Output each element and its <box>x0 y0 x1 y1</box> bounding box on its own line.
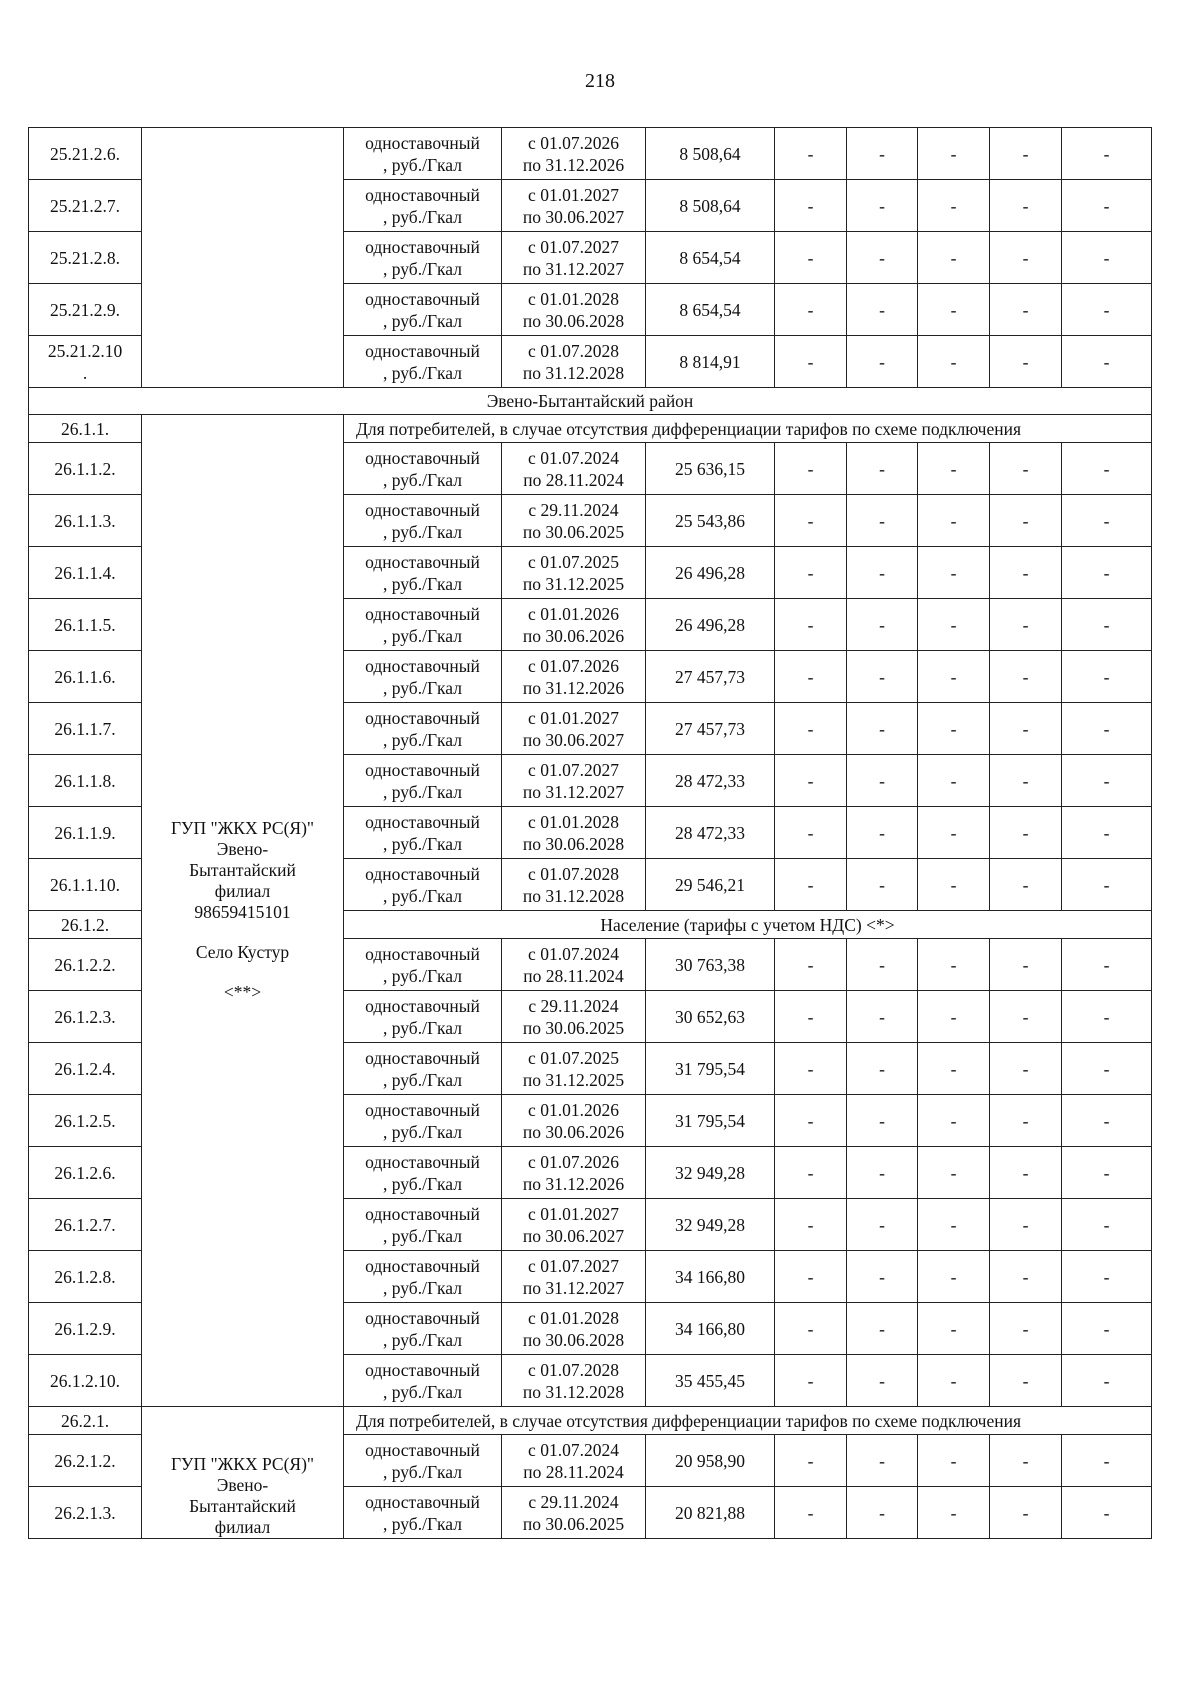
empty-dash-cell: - <box>990 1147 1062 1199</box>
empty-dash-cell: - <box>1062 755 1152 807</box>
organization-line: Бытантайский <box>189 860 296 880</box>
row-number: 26.1.1.8. <box>29 755 142 807</box>
row-number: 25.21.2.10 . <box>29 336 142 388</box>
validity-period: с 01.07.2024 по 28.11.2024 <box>502 939 646 991</box>
empty-dash-cell: - <box>775 1251 847 1303</box>
empty-dash-cell: - <box>990 939 1062 991</box>
empty-dash-cell: - <box>1062 284 1152 336</box>
empty-dash-cell: - <box>847 1043 918 1095</box>
empty-dash-cell: - <box>918 1487 990 1539</box>
empty-dash-cell: - <box>775 547 847 599</box>
validity-period: с 01.01.2027 по 30.06.2027 <box>502 1199 646 1251</box>
row-number: 26.1.1.10. <box>29 859 142 911</box>
empty-dash-cell: - <box>847 991 918 1043</box>
rate-type: одноставочный , руб./Гкал <box>344 651 502 703</box>
empty-dash-cell: - <box>1062 336 1152 388</box>
tariff-value: 27 457,73 <box>646 703 775 755</box>
empty-dash-cell: - <box>847 128 918 180</box>
empty-dash-cell: - <box>775 651 847 703</box>
validity-period: с 01.07.2024 по 28.11.2024 <box>502 1435 646 1487</box>
empty-dash-cell: - <box>775 1095 847 1147</box>
empty-dash-cell: - <box>1062 443 1152 495</box>
empty-dash-cell: - <box>990 1355 1062 1407</box>
empty-dash-cell: - <box>1062 939 1152 991</box>
validity-period: с 29.11.2024 по 30.06.2025 <box>502 1487 646 1539</box>
tariff-value: 20 958,90 <box>646 1435 775 1487</box>
group-number: 26.1.1. <box>29 415 142 443</box>
page-number: 218 <box>585 70 615 92</box>
empty-dash-cell: - <box>918 703 990 755</box>
tariff-value: 8 654,54 <box>646 232 775 284</box>
validity-period: с 01.07.2026 по 31.12.2026 <box>502 128 646 180</box>
empty-dash-cell: - <box>847 180 918 232</box>
empty-dash-cell: - <box>918 232 990 284</box>
empty-dash-cell: - <box>775 1043 847 1095</box>
validity-period: с 01.01.2026 по 30.06.2026 <box>502 599 646 651</box>
empty-dash-cell: - <box>990 1095 1062 1147</box>
empty-dash-cell: - <box>1062 1303 1152 1355</box>
empty-dash-cell: - <box>775 703 847 755</box>
group-header-row <box>29 1407 1152 1435</box>
tariff-value: 29 546,21 <box>646 859 775 911</box>
empty-dash-cell: - <box>918 1303 990 1355</box>
empty-dash-cell: - <box>775 807 847 859</box>
row-number: 26.1.2.10. <box>29 1355 142 1407</box>
rate-type: одноставочный , руб./Гкал <box>344 547 502 599</box>
empty-dash-cell: - <box>847 1251 918 1303</box>
district-title: Эвено-Бытантайский район <box>29 388 1152 415</box>
empty-dash-cell: - <box>990 755 1062 807</box>
empty-dash-cell: - <box>775 232 847 284</box>
empty-dash-cell: - <box>918 1147 990 1199</box>
validity-period: с 01.07.2024 по 28.11.2024 <box>502 443 646 495</box>
empty-dash-cell: - <box>775 755 847 807</box>
empty-dash-cell: - <box>918 1095 990 1147</box>
row-number: 26.1.2.3. <box>29 991 142 1043</box>
organization-line <box>144 963 341 982</box>
validity-period: с 01.07.2027 по 31.12.2027 <box>502 755 646 807</box>
empty-dash-cell: - <box>918 939 990 991</box>
empty-dash-cell: - <box>847 1487 918 1539</box>
row-number: 26.1.1.9. <box>29 807 142 859</box>
empty-dash-cell: - <box>775 1147 847 1199</box>
validity-period: с 01.07.2025 по 31.12.2025 <box>502 1043 646 1095</box>
empty-dash-cell: - <box>990 991 1062 1043</box>
rate-type: одноставочный , руб./Гкал <box>344 1147 502 1199</box>
rate-type: одноставочный , руб./Гкал <box>344 1043 502 1095</box>
empty-dash-cell: - <box>1062 1095 1152 1147</box>
validity-period: с 01.07.2028 по 31.12.2028 <box>502 1355 646 1407</box>
organization-line: 98659415101 <box>194 902 291 922</box>
validity-period: с 01.07.2026 по 31.12.2026 <box>502 651 646 703</box>
empty-dash-cell: - <box>990 1251 1062 1303</box>
empty-dash-cell: - <box>918 180 990 232</box>
tariff-value: 31 795,54 <box>646 1095 775 1147</box>
validity-period: с 29.11.2024 по 30.06.2025 <box>502 495 646 547</box>
rate-type: одноставочный , руб./Гкал <box>344 1251 502 1303</box>
empty-dash-cell: - <box>847 443 918 495</box>
empty-dash-cell: - <box>1062 547 1152 599</box>
rate-type: одноставочный , руб./Гкал <box>344 599 502 651</box>
empty-dash-cell: - <box>847 859 918 911</box>
empty-dash-cell: - <box>847 651 918 703</box>
empty-dash-cell: - <box>990 180 1062 232</box>
empty-dash-cell: - <box>775 939 847 991</box>
empty-dash-cell: - <box>1062 703 1152 755</box>
empty-dash-cell: - <box>1062 1355 1152 1407</box>
empty-dash-cell: - <box>775 1435 847 1487</box>
row-number: 25.21.2.9. <box>29 284 142 336</box>
row-number: 25.21.2.7. <box>29 180 142 232</box>
row-number: 26.2.1.2. <box>29 1435 142 1487</box>
empty-dash-cell: - <box>1062 1147 1152 1199</box>
group-label: Население (тарифы с учетом НДС) <*> <box>344 911 1152 939</box>
empty-dash-cell: - <box>847 755 918 807</box>
empty-dash-cell: - <box>1062 599 1152 651</box>
empty-dash-cell: - <box>1062 128 1152 180</box>
validity-period: с 01.07.2026 по 31.12.2026 <box>502 1147 646 1199</box>
empty-dash-cell: - <box>990 599 1062 651</box>
empty-dash-cell: - <box>918 284 990 336</box>
rate-type: одноставочный , руб./Гкал <box>344 939 502 991</box>
organization-line: Эвено- <box>216 1475 269 1495</box>
empty-dash-cell: - <box>1062 232 1152 284</box>
empty-dash-cell: - <box>918 495 990 547</box>
district-header-row <box>29 388 1152 415</box>
rate-type: одноставочный , руб./Гкал <box>344 1355 502 1407</box>
validity-period: с 01.07.2028 по 31.12.2028 <box>502 859 646 911</box>
empty-dash-cell: - <box>990 495 1062 547</box>
empty-dash-cell: - <box>990 443 1062 495</box>
row-number: 25.21.2.8. <box>29 232 142 284</box>
empty-dash-cell: - <box>847 1435 918 1487</box>
tariff-value: 27 457,73 <box>646 651 775 703</box>
row-number: 26.2.1.3. <box>29 1487 142 1539</box>
tariff-value: 30 763,38 <box>646 939 775 991</box>
empty-dash-cell: - <box>775 1487 847 1539</box>
tariff-value: 35 455,45 <box>646 1355 775 1407</box>
empty-dash-cell: - <box>775 1355 847 1407</box>
organization-line <box>144 923 341 942</box>
organization-line: Село Кустур <box>195 942 290 962</box>
empty-dash-cell: - <box>990 1435 1062 1487</box>
row-number: 26.1.2.8. <box>29 1251 142 1303</box>
row-number: 26.1.1.4. <box>29 547 142 599</box>
empty-dash-cell: - <box>775 991 847 1043</box>
organization-cell-empty <box>142 128 344 388</box>
organization-line: ГУП "ЖКХ РС(Я)" <box>170 1454 315 1474</box>
tariff-value: 34 166,80 <box>646 1251 775 1303</box>
empty-dash-cell: - <box>1062 1435 1152 1487</box>
organization-line: <**> <box>223 982 262 1002</box>
empty-dash-cell: - <box>775 284 847 336</box>
empty-dash-cell: - <box>847 1355 918 1407</box>
rate-type: одноставочный , руб./Гкал <box>344 755 502 807</box>
empty-dash-cell: - <box>990 1303 1062 1355</box>
empty-dash-cell: - <box>918 1199 990 1251</box>
tariff-value: 28 472,33 <box>646 755 775 807</box>
rate-type: одноставочный , руб./Гкал <box>344 807 502 859</box>
empty-dash-cell: - <box>918 1435 990 1487</box>
organization-line: Эвено- <box>216 839 269 859</box>
empty-dash-cell: - <box>918 991 990 1043</box>
empty-dash-cell: - <box>918 547 990 599</box>
row-number: 26.1.2.5. <box>29 1095 142 1147</box>
rate-type: одноставочный , руб./Гкал <box>344 703 502 755</box>
empty-dash-cell: - <box>1062 991 1152 1043</box>
empty-dash-cell: - <box>990 1487 1062 1539</box>
empty-dash-cell: - <box>775 443 847 495</box>
empty-dash-cell: - <box>990 703 1062 755</box>
empty-dash-cell: - <box>918 128 990 180</box>
validity-period: с 01.01.2027 по 30.06.2027 <box>502 180 646 232</box>
empty-dash-cell: - <box>990 1043 1062 1095</box>
rate-type: одноставочный , руб./Гкал <box>344 1435 502 1487</box>
empty-dash-cell: - <box>775 495 847 547</box>
empty-dash-cell: - <box>1062 495 1152 547</box>
tariff-value: 31 795,54 <box>646 1043 775 1095</box>
empty-dash-cell: - <box>918 1043 990 1095</box>
tariff-value: 34 166,80 <box>646 1303 775 1355</box>
empty-dash-cell: - <box>775 336 847 388</box>
organization-line: Бытантайский <box>189 1496 296 1516</box>
rate-type: одноставочный , руб./Гкал <box>344 1303 502 1355</box>
row-number: 26.1.1.7. <box>29 703 142 755</box>
row-number: 26.1.1.3. <box>29 495 142 547</box>
tariff-value: 25 636,15 <box>646 443 775 495</box>
empty-dash-cell: - <box>847 807 918 859</box>
tariff-value: 28 472,33 <box>646 807 775 859</box>
empty-dash-cell: - <box>990 807 1062 859</box>
tariff-value: 25 543,86 <box>646 495 775 547</box>
tariff-value: 8 654,54 <box>646 284 775 336</box>
row-number: 26.1.2.4. <box>29 1043 142 1095</box>
validity-period: с 01.07.2027 по 31.12.2027 <box>502 232 646 284</box>
tariff-value: 32 949,28 <box>646 1199 775 1251</box>
empty-dash-cell: - <box>1062 807 1152 859</box>
empty-dash-cell: - <box>847 336 918 388</box>
tariff-table <box>28 127 1152 1539</box>
organization-line: ГУП "ЖКХ РС(Я)" <box>170 818 315 838</box>
group-header-row <box>29 415 1152 443</box>
row-number: 25.21.2.6. <box>29 128 142 180</box>
validity-period: с 01.01.2028 по 30.06.2028 <box>502 1303 646 1355</box>
row-number: 26.1.1.6. <box>29 651 142 703</box>
empty-dash-cell: - <box>918 755 990 807</box>
tariff-value: 30 652,63 <box>646 991 775 1043</box>
rate-type: одноставочный , руб./Гкал <box>344 180 502 232</box>
empty-dash-cell: - <box>990 651 1062 703</box>
tariff-value: 8 508,64 <box>646 180 775 232</box>
rate-type: одноставочный , руб./Гкал <box>344 495 502 547</box>
tariff-value: 8 814,91 <box>646 336 775 388</box>
tariff-value: 32 949,28 <box>646 1147 775 1199</box>
empty-dash-cell: - <box>990 1199 1062 1251</box>
empty-dash-cell: - <box>918 807 990 859</box>
row-number: 26.1.1.2. <box>29 443 142 495</box>
group-label: Для потребителей, в случае отсутствия дифференциации тарифов по схеме подключения <box>344 415 1152 443</box>
validity-period: с 01.01.2028 по 30.06.2028 <box>502 807 646 859</box>
validity-period: с 29.11.2024 по 30.06.2025 <box>502 991 646 1043</box>
empty-dash-cell: - <box>918 1355 990 1407</box>
rate-type: одноставочный , руб./Гкал <box>344 1199 502 1251</box>
validity-period: с 01.07.2028 по 31.12.2028 <box>502 336 646 388</box>
row-number: 26.1.1.5. <box>29 599 142 651</box>
validity-period: с 01.01.2026 по 30.06.2026 <box>502 1095 646 1147</box>
empty-dash-cell: - <box>990 547 1062 599</box>
rate-type: одноставочный , руб./Гкал <box>344 232 502 284</box>
empty-dash-cell: - <box>775 599 847 651</box>
empty-dash-cell: - <box>918 651 990 703</box>
group-number: 26.2.1. <box>29 1407 142 1435</box>
row-number: 26.1.2.7. <box>29 1199 142 1251</box>
empty-dash-cell: - <box>775 128 847 180</box>
empty-dash-cell: - <box>847 232 918 284</box>
tariff-value: 26 496,28 <box>646 547 775 599</box>
empty-dash-cell: - <box>775 1199 847 1251</box>
empty-dash-cell: - <box>847 599 918 651</box>
rate-type: одноставочный , руб./Гкал <box>344 128 502 180</box>
empty-dash-cell: - <box>1062 651 1152 703</box>
validity-period: с 01.07.2027 по 31.12.2027 <box>502 1251 646 1303</box>
table-body <box>29 128 1152 1539</box>
empty-dash-cell: - <box>847 547 918 599</box>
empty-dash-cell: - <box>990 128 1062 180</box>
empty-dash-cell: - <box>1062 1487 1152 1539</box>
empty-dash-cell: - <box>918 859 990 911</box>
empty-dash-cell: - <box>990 232 1062 284</box>
empty-dash-cell: - <box>847 703 918 755</box>
empty-dash-cell: - <box>990 859 1062 911</box>
empty-dash-cell: - <box>847 1095 918 1147</box>
empty-dash-cell: - <box>847 1303 918 1355</box>
validity-period: с 01.01.2028 по 30.06.2028 <box>502 284 646 336</box>
empty-dash-cell: - <box>847 1147 918 1199</box>
rate-type: одноставочный , руб./Гкал <box>344 443 502 495</box>
organization-cell <box>142 415 344 1407</box>
rate-type: одноставочный , руб./Гкал <box>344 284 502 336</box>
row-number: 26.1.2.2. <box>29 939 142 991</box>
empty-dash-cell: - <box>918 1251 990 1303</box>
rate-type: одноставочный , руб./Гкал <box>344 859 502 911</box>
validity-period: с 01.07.2025 по 31.12.2025 <box>502 547 646 599</box>
empty-dash-cell: - <box>1062 180 1152 232</box>
empty-dash-cell: - <box>847 1199 918 1251</box>
empty-dash-cell: - <box>918 599 990 651</box>
empty-dash-cell: - <box>990 284 1062 336</box>
empty-dash-cell: - <box>1062 859 1152 911</box>
empty-dash-cell: - <box>775 1303 847 1355</box>
organization-line: филиал <box>214 1517 271 1537</box>
empty-dash-cell: - <box>775 859 847 911</box>
group-number: 26.1.2. <box>29 911 142 939</box>
empty-dash-cell: - <box>990 336 1062 388</box>
tariff-value: 26 496,28 <box>646 599 775 651</box>
empty-dash-cell: - <box>918 443 990 495</box>
empty-dash-cell: - <box>918 336 990 388</box>
tariff-value: 20 821,88 <box>646 1487 775 1539</box>
organization-cell <box>142 1407 344 1539</box>
group-label: Для потребителей, в случае отсутствия дифференциации тарифов по схеме подключения <box>344 1407 1152 1435</box>
rate-type: одноставочный , руб./Гкал <box>344 1095 502 1147</box>
empty-dash-cell: - <box>847 939 918 991</box>
table-row <box>29 128 1152 180</box>
rate-type: одноставочный , руб./Гкал <box>344 1487 502 1539</box>
empty-dash-cell: - <box>1062 1043 1152 1095</box>
rate-type: одноставочный , руб./Гкал <box>344 991 502 1043</box>
empty-dash-cell: - <box>1062 1251 1152 1303</box>
tariff-value: 8 508,64 <box>646 128 775 180</box>
organization-line: филиал <box>214 881 271 901</box>
row-number: 26.1.2.6. <box>29 1147 142 1199</box>
row-number: 26.1.2.9. <box>29 1303 142 1355</box>
empty-dash-cell: - <box>847 495 918 547</box>
empty-dash-cell: - <box>847 284 918 336</box>
rate-type: одноставочный , руб./Гкал <box>344 336 502 388</box>
empty-dash-cell: - <box>1062 1199 1152 1251</box>
validity-period: с 01.01.2027 по 30.06.2027 <box>502 703 646 755</box>
empty-dash-cell: - <box>775 180 847 232</box>
